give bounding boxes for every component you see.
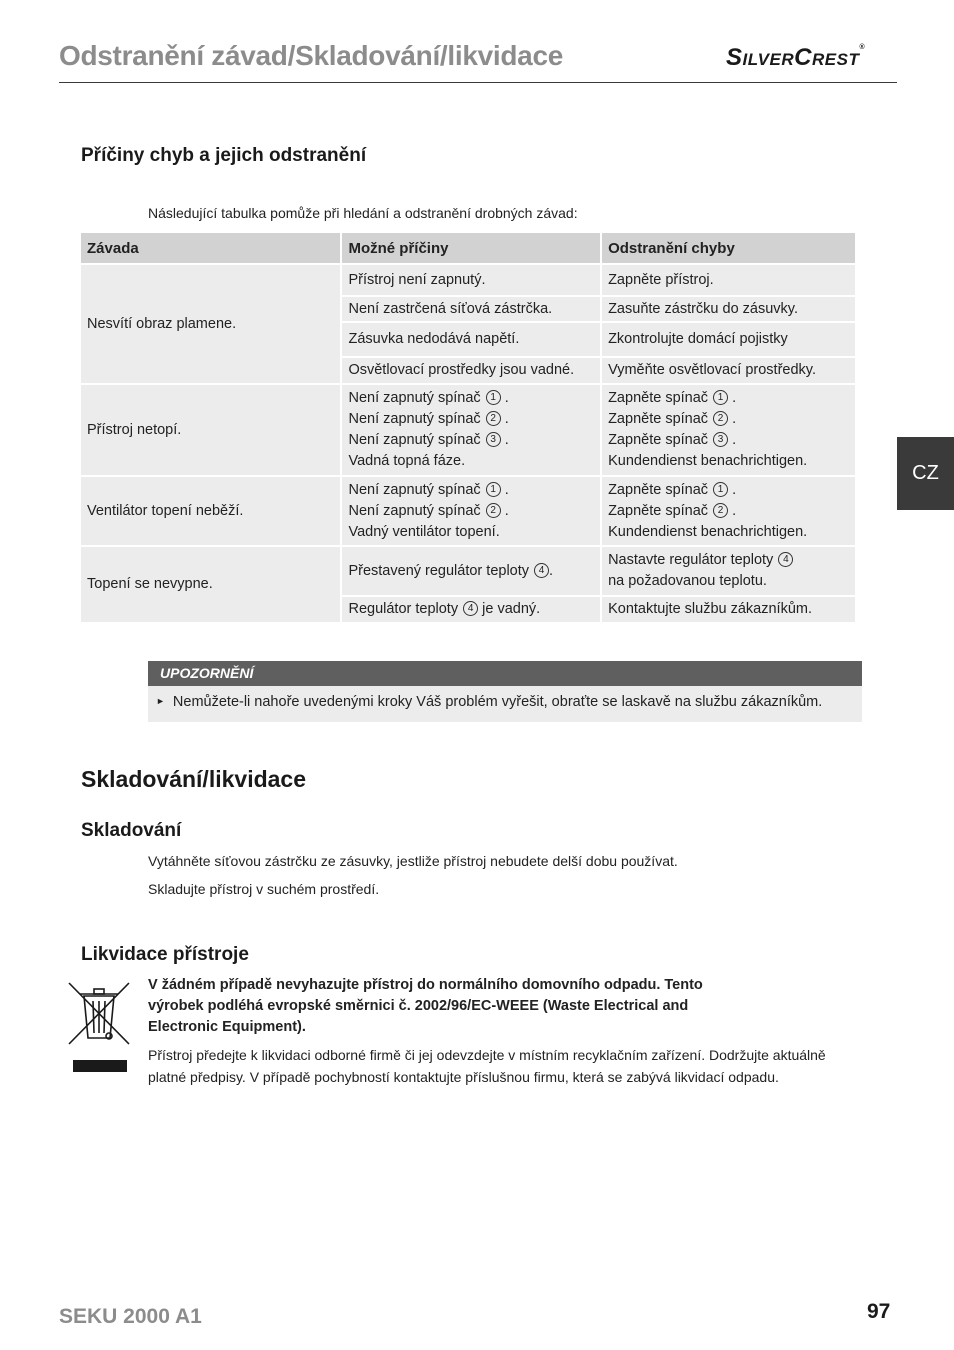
table-row: [81, 385, 855, 475]
table-header-cell: Závada: [81, 233, 340, 263]
fix-cell: Zapněte spínač 1 . Zapněte spínač 2 . Zapněte spínač 3 . Kundendienst benachrichtigen.: [602, 385, 855, 475]
brand-logo: SILVERCREST®: [726, 44, 865, 71]
storage-heading: Skladování: [81, 820, 182, 841]
language-tab-cz: CZ: [897, 437, 954, 510]
disposal-warning-line: Electronic Equipment).: [148, 1019, 306, 1035]
switch-number-badge: 3: [486, 432, 501, 447]
thermostat-number-badge: 4: [463, 601, 478, 616]
cause-cell: Regulátor teploty 4 je vadný.: [342, 597, 600, 622]
page-title: Odstranění závad/Skladování/likvidace: [59, 40, 564, 71]
thermostat-number-badge: 4: [778, 552, 793, 567]
thermostat-number-badge: 4: [534, 563, 549, 578]
disposal-warning-line: výrobek podléhá evropské směrnici č. 2002/96/EC-WEEE (Waste Electrical and: [148, 998, 689, 1014]
cause-cell: Není zapnutý spínač 1 . Není zapnutý spínač 2 . Vadný ventilátor topení.: [342, 477, 600, 545]
cause-cell: Osvětlovací prostředky jsou vadné.: [342, 358, 600, 383]
cause-cell: Zásuvka nedodává napětí.: [342, 323, 600, 356]
table-row: [81, 477, 855, 545]
switch-number-badge: 1: [713, 482, 728, 497]
fix-cell: Vyměňte osvětlovací prostředky.: [602, 358, 855, 383]
fault-cell: Ventilátor topení neběží.: [81, 477, 340, 545]
arrow-right-icon: ►: [156, 696, 165, 706]
note-body: [148, 686, 862, 722]
storage-line: Vytáhněte síťovou zástrčku ze zásuvky, jestliže přístroj nebudete delší dobu používat.: [148, 853, 678, 869]
switch-number-badge: 1: [713, 390, 728, 405]
switch-number-badge: 3: [713, 432, 728, 447]
cause-cell: Přístroj není zapnutý.: [342, 265, 600, 295]
weee-crossed-bin-icon: [66, 978, 132, 1074]
switch-number-badge: 2: [713, 411, 728, 426]
switch-number-badge: 1: [486, 482, 501, 497]
disposal-warning-line: V žádném případě nevyhazujte přístroj do normálního domovního odpadu. Tento: [148, 977, 703, 993]
fix-cell: Nastavte regulátor teploty 4 na požadovanou teplotu.: [602, 547, 855, 595]
switch-number-badge: 2: [486, 411, 501, 426]
fault-cell: Nesvítí obraz plamene.: [81, 265, 340, 383]
fix-cell: Zapněte spínač 1 . Zapněte spínač 2 . Kundendienst benachrichtigen.: [602, 477, 855, 545]
note-text: Nemůžete-li nahoře uvedenými kroky Váš problém vyřešit, obraťte se laskavě na službu zákazníkům.: [172, 694, 823, 710]
table-row: [81, 265, 855, 295]
table-header-cell: Odstranění chyby: [602, 233, 855, 263]
fix-cell: Kontaktujte službu zákazníkům.: [602, 597, 855, 622]
fault-cell: Přístroj netopí.: [81, 385, 340, 475]
table-header-cell: Možné příčiny: [342, 233, 600, 263]
faults-intro: Následující tabulka pomůže při hledání a odstranění drobných závad:: [148, 205, 578, 221]
switch-number-badge: 2: [486, 503, 501, 518]
table-header-row: [81, 233, 855, 263]
fault-cell: Topení se nevypne.: [81, 547, 340, 622]
switch-number-badge: 1: [486, 390, 501, 405]
disposal-line: Přístroj předejte k likvidaci odborné firmě či jej odevzdejte v místním recyklačním zařízení. Dodržujte aktuálně: [148, 1047, 826, 1063]
disposal-line: platné předpisy. V případě pochybností kontaktujte příslušnou firmu, která se zabývá likvidací odpadu.: [148, 1069, 779, 1085]
switch-number-badge: 2: [713, 503, 728, 518]
disposal-heading: Likvidace přístroje: [81, 944, 249, 965]
page-number: 97: [867, 1300, 891, 1323]
note-label: UPOZORNĚNÍ: [148, 661, 862, 686]
table-row: [81, 547, 855, 595]
faults-table: [79, 231, 857, 624]
fix-cell: Zkontrolujte domácí pojistky: [602, 323, 855, 356]
faults-heading: Příčiny chyb a jejich odstranění: [81, 145, 367, 166]
storage-disposal-heading: Skladování/likvidace: [81, 766, 307, 792]
footer-model: SEKU 2000 A1: [59, 1305, 202, 1328]
cause-cell: Není zapnutý spínač 1 . Není zapnutý spínač 2 . Není zapnutý spínač 3 . Vadná topná fáze.: [342, 385, 600, 475]
storage-line: Skladujte přístroj v suchém prostředí.: [148, 881, 380, 897]
cause-cell: Není zastrčená síťová zástrčka.: [342, 297, 600, 321]
header-divider: [59, 82, 897, 83]
fix-cell: Zasuňte zástrčku do zásuvky.: [602, 297, 855, 321]
fix-cell: Zapněte přístroj.: [602, 265, 855, 295]
cause-cell: Přestavený regulátor teploty 4 .: [342, 547, 600, 595]
